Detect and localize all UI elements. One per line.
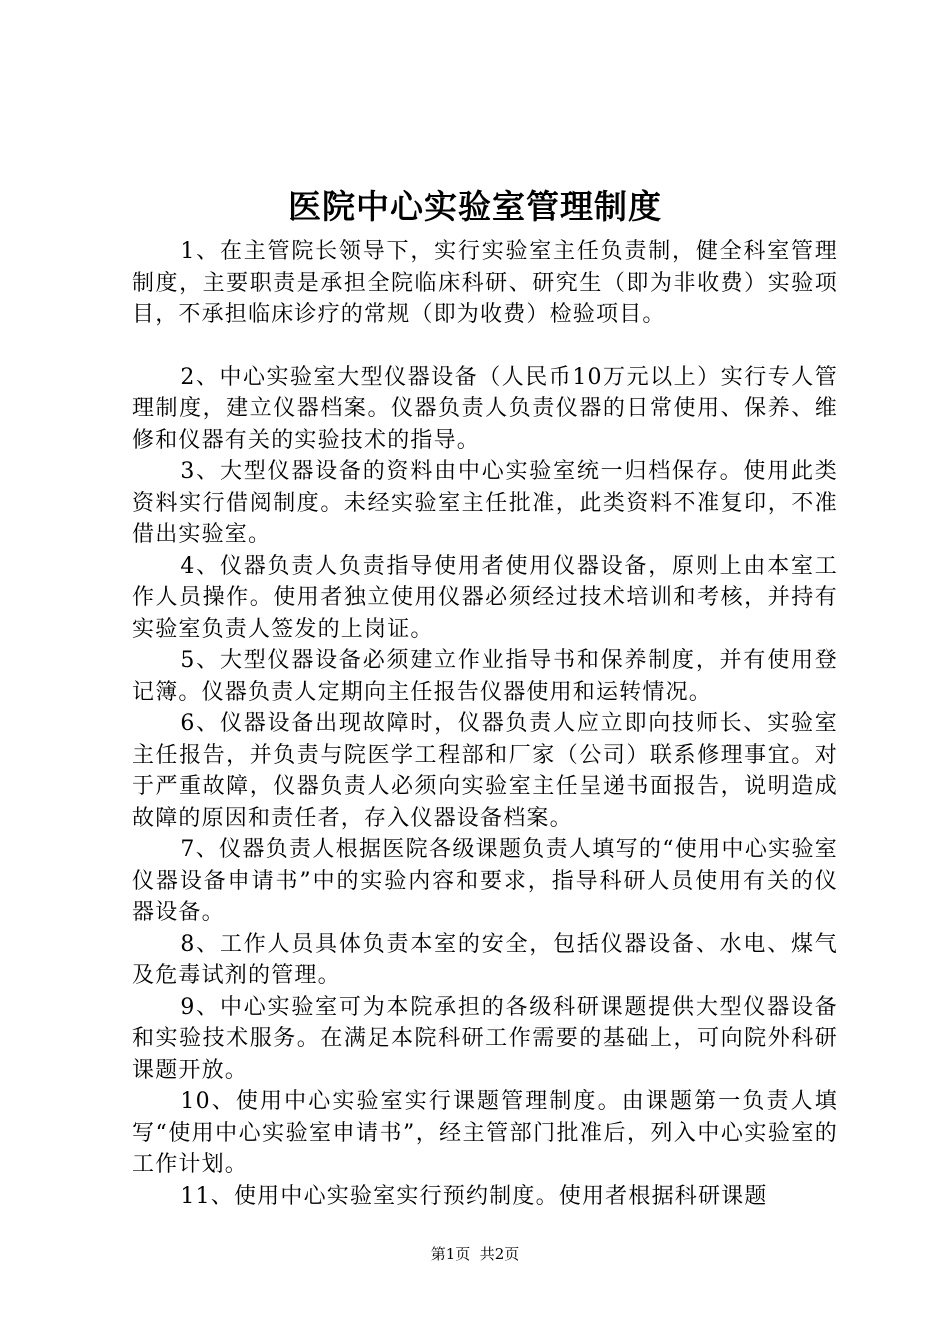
paragraph-9: 9、中心实验室可为本院承担的各级科研课题提供大型仪器设备和实验技术服务。在满足本院科研工作需要的基础上，可向院外科研课题开放。 — [132, 994, 838, 1083]
page-footer — [0, 1244, 950, 1264]
paragraph-3: 3、大型仪器设备的资料由中心实验室统一归档保存。使用此类资料实行借阅制度。未经实验室主任批准，此类资料不准复印，不准借出实验室。 — [132, 459, 838, 547]
paragraph-11: 11、使用中心实验室实行预约制度。使用者根据科研课题 — [180, 1183, 768, 1209]
document-body — [132, 236, 838, 1212]
paragraph-6: 6、仪器设备出现故障时，仪器负责人应立即向技师长、实验室主任报告，并负责与院医学工程部和厂家（公司）联系修理事宜。对于严重故障，仪器负责人必须向实验室主任呈递书面报告，说明造成故障的原因和责任者，存入仪器设备档案。 — [132, 711, 838, 831]
page-number-label: 第1页 共2页 — [430, 1245, 520, 1263]
paragraph-5: 5、大型仪器设备必须建立作业指导书和保养制度，并有使用登记簿。仪器负责人定期向主任报告仪器使用和运转情况。 — [132, 648, 838, 705]
paragraph-1: 1、在主管院长领导下，实行实验室主任负责制，健全科室管理制度，主要职责是承担全院临床科研、研究生（即为非收费）实验项目，不承担临床诊疗的常规（即为收费）检验项目。 — [132, 239, 838, 327]
paragraph-7: 7、仪器负责人根据医院各级课题负责人填写的“使用中心实验室仪器设备申请书”中的实验内容和要求，指导科研人员使用有关的仪器设备。 — [132, 837, 838, 925]
paragraph-8: 8、工作人员具体负责本室的安全，包括仪器设备、水电、煤气及危毒试剂的管理。 — [132, 931, 838, 988]
paragraph-10: 10、使用中心实验室实行课题管理制度。由课题第一负责人填写“使用中心实验室申请书”，经主管部门批准后，列入中心实验室的工作计划。 — [132, 1089, 838, 1177]
page-title: 医院中心实验室管理制度 — [288, 187, 662, 226]
paragraph-2: 2、中心实验室大型仪器设备（人民币10万元以上）实行专人管理制度，建立仪器档案。仪器负责人负责仪器的日常使用、保养、维修和仪器有关的实验技术的指导。 — [132, 364, 838, 453]
paragraph-4: 4、仪器负责人负责指导使用者使用仪器设备，原则上由本室工作人员操作。使用者独立使用仪器必须经过技术培训和考核，并持有实验室负责人签发的上岗证。 — [132, 553, 838, 642]
